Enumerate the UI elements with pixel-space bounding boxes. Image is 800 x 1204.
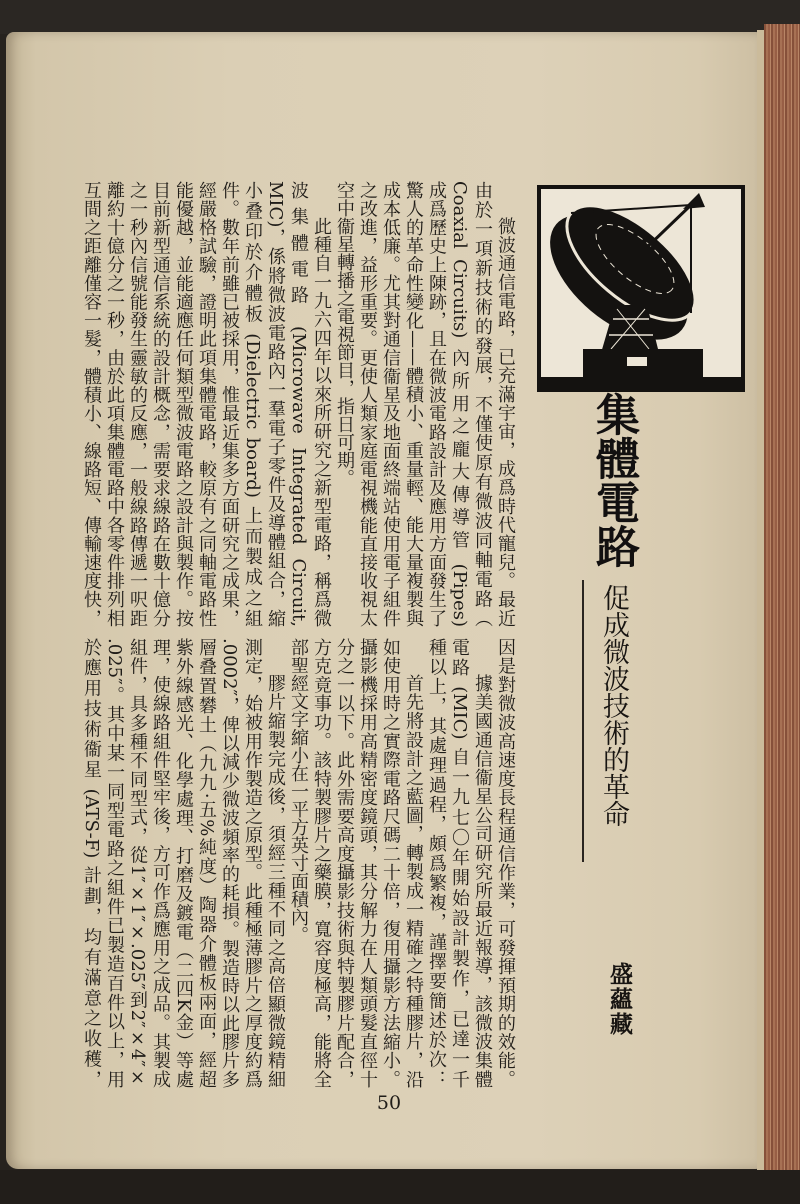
text-column: 層叠置礬土（九九·五%純度）陶器介體板兩面，經超	[196, 638, 217, 1088]
lower-text-block	[80, 638, 517, 1088]
text-column: 空中衞星轉播之電視節目，指日可期。	[334, 181, 355, 487]
text-column: 組件，具多種不同型式，從1″×1″×.025″到2″×4″×	[127, 638, 148, 1088]
text-column: 經嚴格試驗，證明此項集體電路，較原有之同軸電路性	[196, 181, 217, 627]
photo-background-bottom	[0, 1170, 800, 1204]
text-column: 於應用技術衞星 (ATS-F) 計劃，均有滿意之收穫，	[81, 638, 102, 1088]
satellite-dish-icon	[541, 189, 741, 388]
text-column: 首先將設計之藍圖，轉製成一精確之特種膠片，沿	[403, 674, 424, 1088]
feed-horn	[683, 193, 705, 209]
text-column: 能優越，並能適應任何類型微波電路之設計與製作。按	[173, 181, 194, 627]
text-column: 方克竟事功。該特製膠片之藥膜，寬容度極高，能將全	[311, 638, 332, 1088]
text-column: 微波通信電路，已充滿宇宙，成爲時代寵兒。最近	[495, 217, 516, 627]
text-column: 測定，始被用作製造之原型。此種極薄膠片之厚度約爲	[242, 638, 263, 1088]
text-column: .0002″，俾以減少微波頻率的耗損。製造時以此膠片多	[219, 638, 240, 1088]
text-column: 之一秒內信號能發生靈敏的反應，一般線路傳遞一呎距	[127, 181, 148, 627]
text-column: .025″。其中某一同型電路之組件已製造百件以上，用	[104, 638, 125, 1088]
text-column: 理，使線路組件堅牢後，方可作爲應用之成品。其製成	[150, 638, 171, 1088]
text-column: 紫外線感光、化學處理、打磨及鍍電（二四K金）等處	[173, 638, 194, 1088]
building-window	[627, 357, 647, 366]
text-column: Coaxial Circuits) 內所用之龐大傳導管 (Pipes)	[449, 181, 470, 627]
text-column: 之改進，益形重要。更使人類家庭電視機能直接收視太	[357, 181, 378, 627]
text-column: 此種自一九六四年以來所研究之新型電路，稱爲微	[311, 217, 332, 627]
text-column: 因是對微波高速度長程通信作業，可發揮預期的效能。	[495, 638, 516, 1088]
satellite-dish-illustration	[537, 185, 745, 392]
text-column: 驚人的革命性變化——體積小、重量輕、能大量複製與	[403, 181, 424, 627]
photo-background-top	[0, 0, 800, 34]
article-subtitle: 促成微波技術的革命	[598, 584, 629, 827]
text-column: 據美國通信衞星公司研究所最近報導，該微波集體	[472, 674, 493, 1088]
text-column: 電路 (MIC) 自一九七〇年開始設計製作，已達一千	[449, 638, 470, 1088]
text-column: 互間之距離僅容一髮，體積小、線路短、傳輸速度快，	[81, 181, 102, 627]
text-column: 目前新型通信系統的設計概念，需要求線路在數十億分	[150, 181, 171, 627]
subtitle-rule	[582, 580, 584, 862]
stacked-page-edges	[764, 24, 800, 1178]
text-column: 小叠印於介體板 (Dielectric board) 上而製成之組	[242, 181, 263, 627]
text-column: 成本低廉。尤其對通信衞星及地面終端站使用電子組件	[380, 181, 401, 627]
upper-text-block	[80, 181, 517, 627]
text-column: 膠片縮製完成後，須經三種不同之高倍顯微鏡精細	[265, 674, 286, 1088]
text-column: 波集體電路 (Microwave Integrated Circuit,	[288, 181, 309, 627]
page-number: 50	[376, 1092, 402, 1114]
text-column: 種以上，其處理過程，頗爲繁複，謹擇要簡述於次：	[426, 638, 447, 1088]
text-column: 件。數年前雖已被採用，惟最近集多方面研究之成果，	[219, 181, 240, 627]
page-edge-strip	[757, 30, 764, 1172]
ground-base	[541, 377, 741, 388]
article-author: 盛蘊藏	[606, 962, 632, 1037]
text-column: 分之一以下。此外需要高度攝影技術與特製膠片配合，	[334, 638, 355, 1088]
text-column: 成爲歷史上陳跡，且在微波電路設計及應用方面發生了	[426, 181, 447, 627]
text-column: 離約十億分之一秒，由於此項集體電路中各零件排列相	[104, 181, 125, 627]
text-column: 如使用時之實際電路尺碼二十倍，復用攝影方法縮小。	[380, 638, 401, 1088]
text-column: MIC)，係將微波電路內一羣電子零件及導體組合，縮	[265, 181, 286, 627]
text-column: 攝影機採用高精密度鏡頭，其分解力在人類頭髮直徑十	[357, 638, 378, 1088]
article-title: 集體電路	[588, 392, 639, 568]
text-column: 部聖經文字縮小在一平方英寸面積內。	[288, 638, 309, 944]
text-column: 由於一項新技術的發展，不僅使原有微波同軸電路（	[472, 181, 493, 627]
